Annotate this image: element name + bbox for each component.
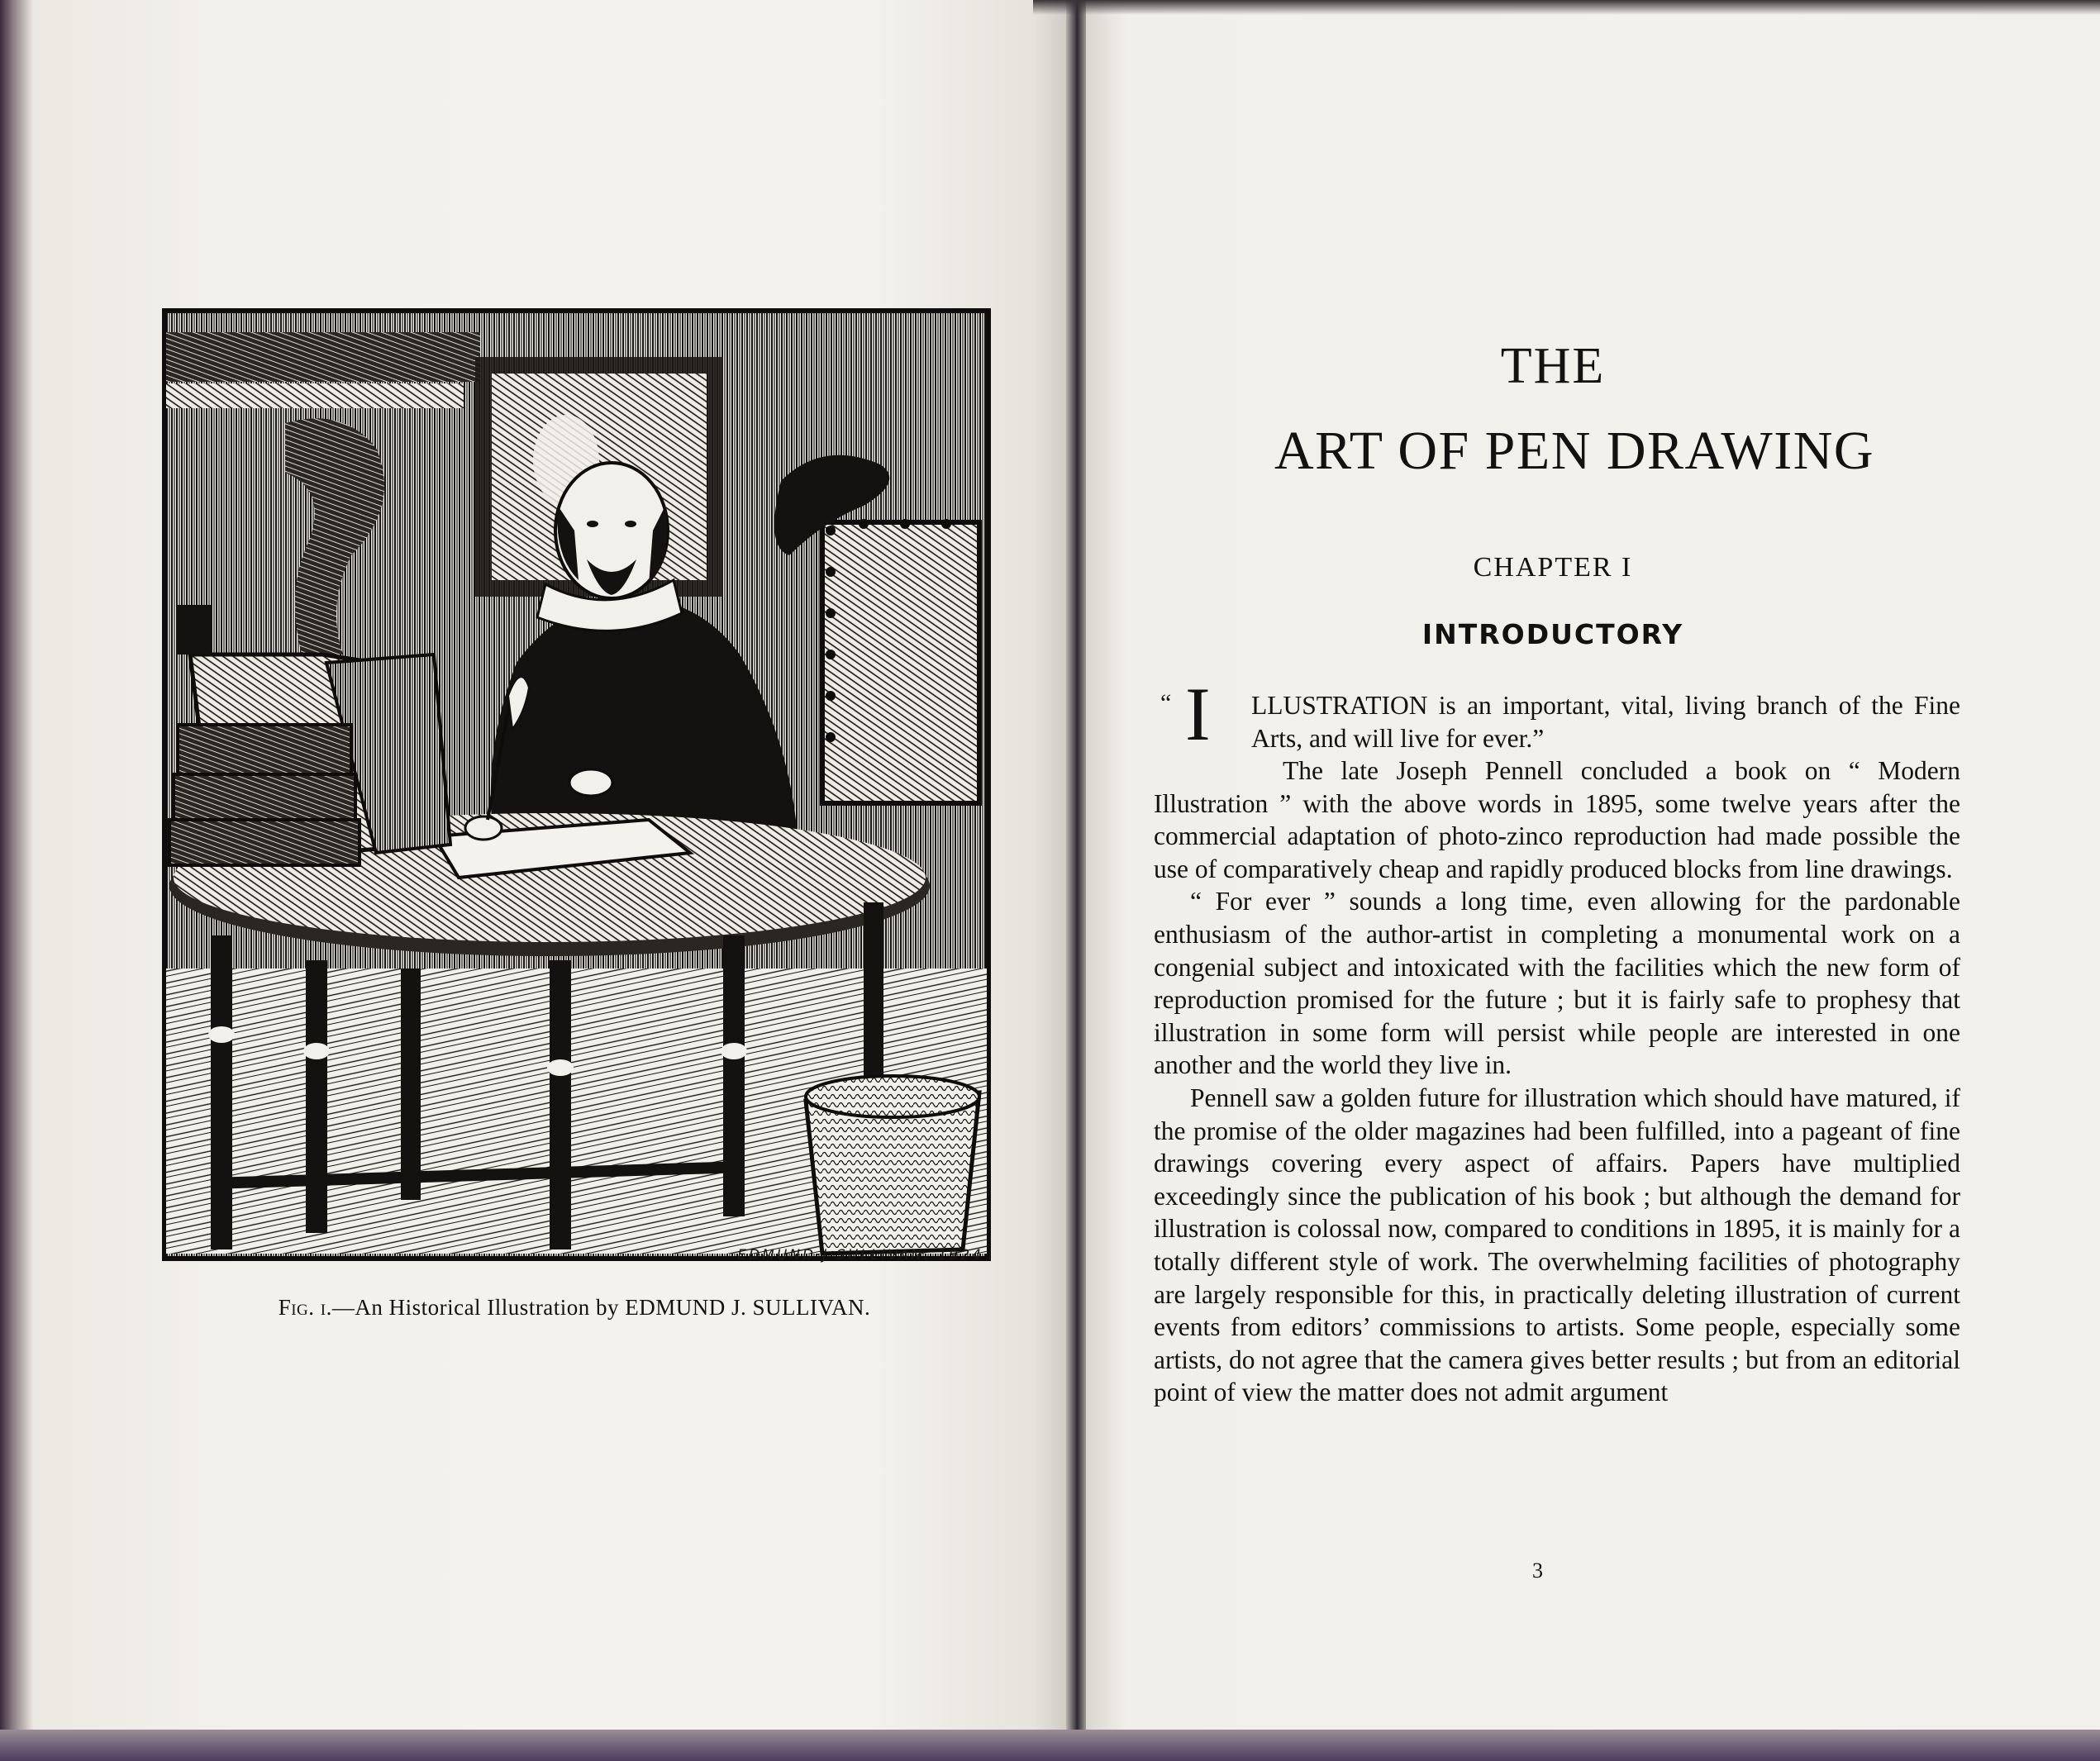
paragraph-2: “ For ever ” sounds a long time, even allowing for the pardonable enthusiasm of the author-artist in completing a monumental work on a congenial subject and intoxicated with the facilities which the new form of reproduction promised for the future ; but it is fairly safe to prophesy that illustration in some form will persist while people are interested in one another and the world they live in. — [1154, 887, 1960, 1080]
artist-signature: EDMUND·J·SULLIVAN. 1924 — [737, 1247, 983, 1264]
page-number: 3 — [1532, 1559, 1543, 1583]
figure-label: Fig. i. — [278, 1295, 332, 1320]
caption-text: —An Historical Illustration by EDMUND J. SULLIVAN. — [331, 1295, 871, 1320]
illustration-artwork — [161, 307, 992, 1262]
chapter-heading: INTRODUCTORY — [1421, 618, 1684, 650]
opening-quote-mark: “ — [1160, 689, 1172, 716]
paragraph-1: The late Joseph Pennell concluded a book on “ Modern Illustration ” with the above words in 1895, some twelve years after the commercial adaptation of photo-zinco reproduction had made possible the use of comparatively cheap and rapidly produced blocks from line drawings. — [1154, 756, 1960, 883]
figure-caption — [157, 1295, 992, 1321]
book-gutter — [1066, 0, 1086, 1740]
page-top-shadow — [1033, 0, 2100, 15]
book-title-line-1: THE — [1500, 338, 1606, 394]
drop-cap: I — [1185, 672, 1211, 756]
book-bottom-edge — [0, 1730, 2100, 1761]
opening-quotation: LLUSTRATION is an important, vital, living branch of the Fine Arts, and will live for ever.” — [1251, 691, 1960, 753]
book-binding-edge — [0, 0, 33, 1761]
paragraph-3: Pennell saw a golden future for illustration which should have matured, if the promise of the older magazines had been fulfilled, into a pageant of fine drawings covering every aspect of affairs. Papers have multiplied exceedingly since the publication of his book ; but although the demand for illustration is colossal now, compared to conditions in 1895, it is mainly for a totally different style of work. The overwhelming facilities of photography are largely responsible for this, in practically deleting illustration of current events from editors’ commissions to artists. Some people, especially some artists, do not agree that the camera gives better results ; but from an editorial point of view the matter does not admit argument — [1154, 1083, 1960, 1407]
pen-drawing-illustration — [161, 307, 992, 1262]
chapter-body — [1154, 754, 1960, 1409]
book-title-line-2: ART OF PEN DRAWING — [1274, 421, 1875, 481]
chapter-number: CHAPTER I — [1473, 552, 1633, 583]
